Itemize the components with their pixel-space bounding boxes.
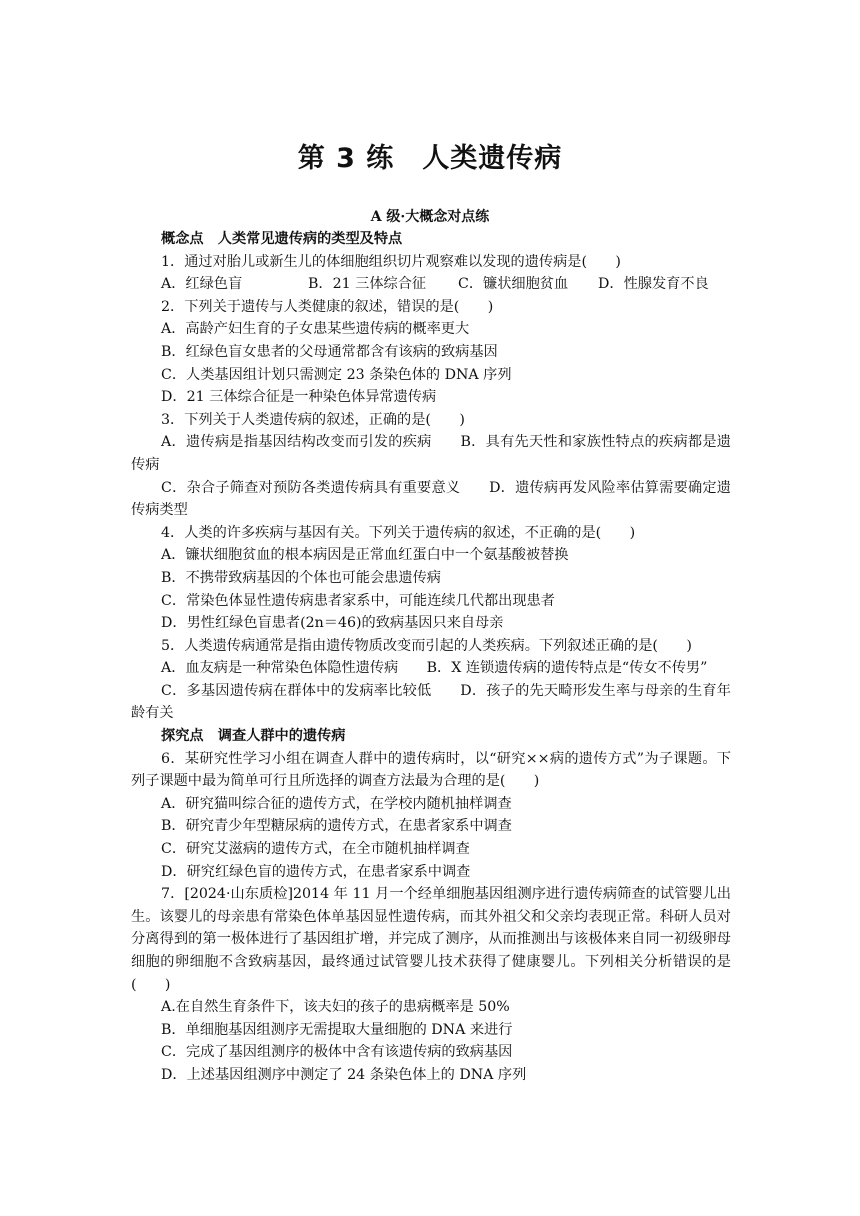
section-heading-concept: 概念点 人类常见遗传病的类型及特点 xyxy=(161,231,403,247)
option-b: B．红绿色盲女患者的父母通常都含有该病的致病基因 xyxy=(161,343,498,360)
question-stem: 1．通过对胎儿或新生儿的体细胞组织切片观察难以发现的遗传病是( ) xyxy=(161,253,621,270)
options-cd: C．杂合子筛查对预防各类遗传病具有重要意义 D．遗传病再发风险率估算需要确定遗传病类型 xyxy=(131,479,731,519)
option-d: D．性腺发育不良 xyxy=(598,276,709,293)
question-5 xyxy=(131,635,731,725)
option-c: C．研究艾滋病的遗传方式，在全市随机抽样调查 xyxy=(161,841,470,858)
page-title: 第 3 练 人类遗传病 xyxy=(297,143,563,174)
options-cd: C．多基因遗传病在群体中的发病率比较低 D．孩子的先天畸形发生率与母亲的生育年龄有关 xyxy=(131,682,731,722)
option-row xyxy=(131,273,731,296)
option-c: C．完成了基因组测序的极体中含有该遗传病的致病基因 xyxy=(161,1044,513,1061)
question-2 xyxy=(131,296,731,409)
option-c: C．镰状细胞贫血 xyxy=(458,276,569,293)
question-stem: 4．人类的许多疾病与基因有关。下列关于遗传病的叙述，不正确的是( ) xyxy=(161,524,636,541)
option-a: A．镰状细胞贫血的根本病因是正常血红蛋白中一个氨基酸被替换 xyxy=(161,547,569,564)
level-heading: A 级·大概念对点练 xyxy=(370,209,490,225)
option-a: A.在自然生育条件下，该夫妇的孩子的患病概率是 50% xyxy=(161,999,510,1016)
option-d: D．男性红绿色盲患者(2n＝46)的致病基因只来自母亲 xyxy=(161,615,504,632)
question-stem: 6．某研究性学习小组在调查人群中的遗传病时，以“研究××病的遗传方式”为子课题。下列子课题中最为简单可行且所选择的调查方法最为合理的是( ) xyxy=(131,750,731,790)
option-a: A．红绿色盲 xyxy=(161,276,243,293)
options-ab: A．遗传病是指基因结构改变而引发的疾病 B．具有先天性和家族性特点的疾病都是遗传病 xyxy=(131,434,731,473)
question-6 xyxy=(131,748,731,884)
section-heading-explore: 探究点 调查人群中的遗传病 xyxy=(161,728,346,745)
question-content xyxy=(131,228,731,1087)
option-b: B．不携带致病基因的个体也可能会患遗传病 xyxy=(161,569,441,586)
question-7 xyxy=(131,883,731,1086)
option-a: A．研究猫叫综合征的遗传方式，在学校内随机抽样调查 xyxy=(161,795,512,812)
question-1 xyxy=(131,251,731,296)
question-stem: 3．下列关于人类遗传病的叙述，正确的是( ) xyxy=(161,411,465,428)
option-b: B．21 三体综合征 xyxy=(308,276,427,293)
question-3 xyxy=(131,409,731,522)
question-4 xyxy=(131,522,731,635)
option-a: A．高龄产妇生育的子女患某些遗传病的概率更大 xyxy=(161,321,470,338)
question-stem: 5．人类遗传病通常是指由遗传物质改变而引起的人类疾病。下列叙述正确的是( ) xyxy=(161,637,692,654)
option-c: C．人类基因组计划只需测定 23 条染色体的 DNA 序列 xyxy=(161,366,512,383)
option-d: D．21 三体综合征是一种染色体异常遗传病 xyxy=(161,389,437,406)
options-ab: A．血友病是一种常染色体隐性遗传病 B．X 连锁遗传病的遗传特点是“传女不传男” xyxy=(161,660,708,677)
question-stem: 7．[2024·山东质检]2014 年 11 月一个经单细胞基因组测序进行遗传病筛查的试管婴儿出生。该婴儿的母亲患有常染色体单基因显性遗传病，而其外祖父和父亲均表现正常。科研人员对分离得到的第一极体进行了基因组扩增，并完成了测序，从而推测出与该极体来自同一初级卵母细胞的卵细胞不含致病基因，最终通过试管婴儿技术获得了健康婴儿。下列相关分析错误的是( ) xyxy=(131,886,731,993)
option-b: B．单细胞基因组测序无需提取大量细胞的 DNA 来进行 xyxy=(161,1021,513,1038)
option-d: D．上述基因组测序中测定了 24 条染色体上的 DNA 序列 xyxy=(161,1066,527,1083)
question-stem: 2．下列关于遗传与人类健康的叙述，错误的是( ) xyxy=(161,298,494,315)
option-c: C．常染色体显性遗传病患者家系中，可能连续几代都出现患者 xyxy=(161,592,555,609)
option-d: D．研究红绿色盲的遗传方式，在患者家系中调查 xyxy=(161,863,471,880)
option-b: B．研究青少年型糖尿病的遗传方式，在患者家系中调查 xyxy=(161,818,512,835)
